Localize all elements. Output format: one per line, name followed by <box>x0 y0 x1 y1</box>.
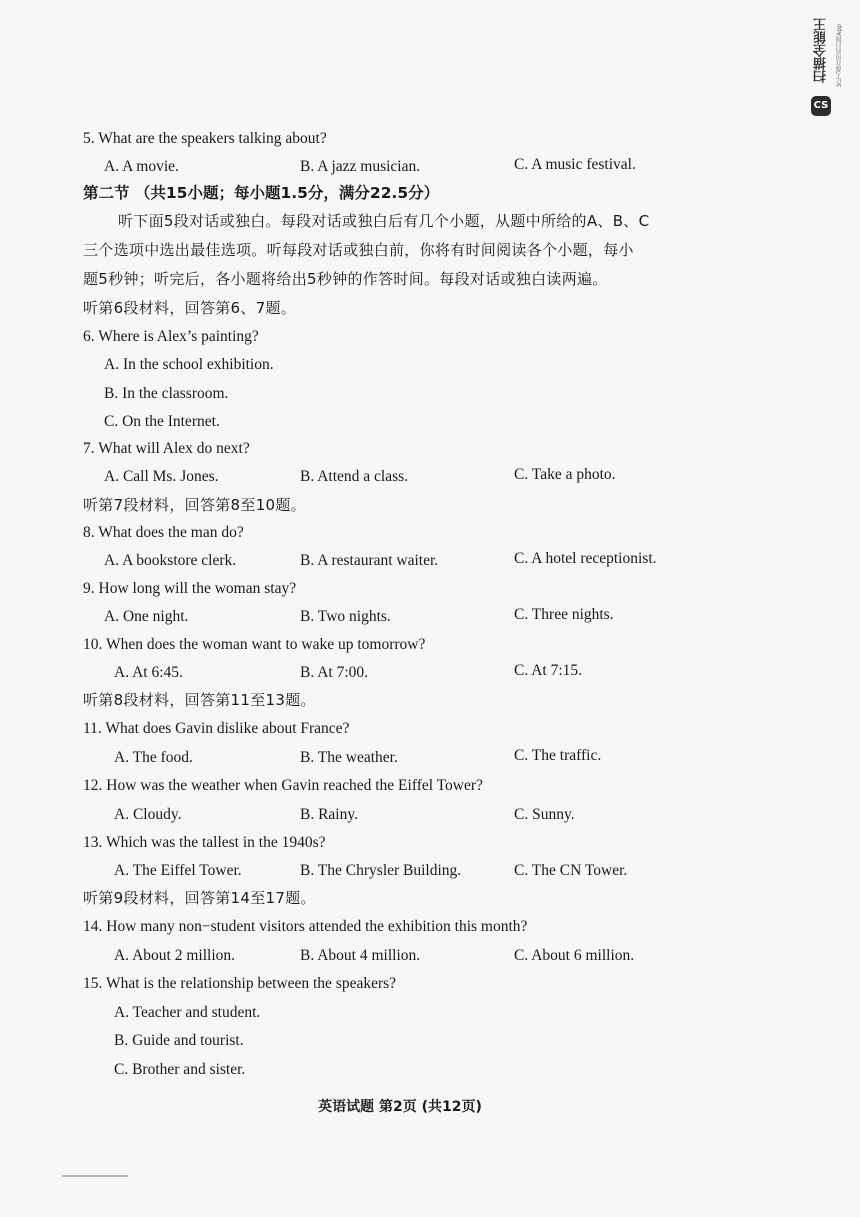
question-10: 10. When does the woman want to wake up tomorrow? <box>83 636 426 653</box>
brand-tagline: 3亿人都在用的扫描App <box>836 24 843 88</box>
question-5: 5. What are the speakers talking about? <box>83 130 327 147</box>
q11-option-c: C. The traffic. <box>514 747 602 764</box>
question-6: 6. Where is Alex’s painting? <box>83 328 259 345</box>
instructions-line-2: 三个选项中选出最佳选项。听每段对话或独白前，你将有时间阅读各个小题，每小 <box>83 241 634 259</box>
q9-option-a: A. One night. <box>104 608 189 625</box>
material-8-heading: 听第8段材料，回答第11至13题。 <box>83 691 316 709</box>
q13-option-c: C. The CN Tower. <box>514 862 628 879</box>
q10-option-c: C. At 7:15. <box>514 662 583 679</box>
q14-option-a: A. About 2 million. <box>114 947 235 964</box>
q14-option-c: C. About 6 million. <box>514 947 635 964</box>
camscanner-logo-icon: CS <box>811 96 831 116</box>
q6-option-c: C. On the Internet. <box>104 413 220 430</box>
q10-option-b: B. At 7:00. <box>300 664 369 681</box>
q15-option-c: C. Brother and sister. <box>114 1061 246 1078</box>
q8-option-b: B. A restaurant waiter. <box>300 552 439 569</box>
q7-option-b: B. Attend a class. <box>300 468 409 485</box>
q12-option-a: A. Cloudy. <box>114 806 182 823</box>
brand-name: 扫描全能王 <box>814 18 829 83</box>
question-8: 8. What does the man do? <box>83 524 244 541</box>
question-13: 13. Which was the tallest in the 1940s? <box>83 834 326 851</box>
q5-option-a: A. A movie. <box>104 158 179 175</box>
page-footer: 英语试题 第2页 (共12页) <box>318 1099 482 1115</box>
q13-option-a: A. The Eiffel Tower. <box>114 862 242 879</box>
section-2-title: 第二节 （共15小题；每小题1.5分，满分22.5分） <box>83 184 440 202</box>
bottom-rule <box>62 1175 128 1177</box>
q7-option-a: A. Call Ms. Jones. <box>104 468 219 485</box>
q5-option-b: B. A jazz musician. <box>300 158 421 175</box>
q12-option-b: B. Rainy. <box>300 806 358 823</box>
q6-option-b: B. In the classroom. <box>104 385 229 402</box>
q7-option-c: C. Take a photo. <box>514 466 616 483</box>
q9-option-b: B. Two nights. <box>300 608 391 625</box>
q13-option-b: B. The Chrysler Building. <box>300 862 462 879</box>
instructions-line-1: 听下面5段对话或独白。每段对话或独白后有几个小题，从题中所给的A、B、C <box>118 212 650 230</box>
q15-option-a: A. Teacher and student. <box>114 1004 261 1021</box>
question-15: 15. What is the relationship between the speakers? <box>83 975 397 992</box>
q9-option-c: C. Three nights. <box>514 606 614 623</box>
question-14: 14. How many non−student visitors attended the exhibition this month? <box>83 918 528 935</box>
q8-option-c: C. A hotel receptionist. <box>514 550 657 567</box>
question-9: 9. How long will the woman stay? <box>83 580 297 597</box>
q15-option-b: B. Guide and tourist. <box>114 1032 244 1049</box>
q8-option-a: A. A bookstore clerk. <box>104 552 237 569</box>
question-7: 7. What will Alex do next? <box>83 440 250 457</box>
q5-option-c: C. A music festival. <box>514 156 636 173</box>
q12-option-c: C. Sunny. <box>514 806 575 823</box>
camscanner-watermark <box>811 14 843 118</box>
q11-option-a: A. The food. <box>114 749 193 766</box>
material-7-heading: 听第7段材料，回答第8至10题。 <box>83 496 306 514</box>
question-11: 11. What does Gavin dislike about France? <box>83 720 350 737</box>
material-9-heading: 听第9段材料，回答第14至17题。 <box>83 889 316 907</box>
q10-option-a: A. At 6:45. <box>114 664 183 681</box>
q14-option-b: B. About 4 million. <box>300 947 421 964</box>
q11-option-b: B. The weather. <box>300 749 398 766</box>
q6-option-a: A. In the school exhibition. <box>104 356 274 373</box>
question-12: 12. How was the weather when Gavin reached the Eiffel Tower? <box>83 777 483 794</box>
material-6-heading: 听第6段材料，回答第6、7题。 <box>83 299 297 317</box>
instructions-line-3: 题5秒钟；听完后，各小题将给出5秒钟的作答时间。每段对话或独白读两遍。 <box>83 270 608 288</box>
